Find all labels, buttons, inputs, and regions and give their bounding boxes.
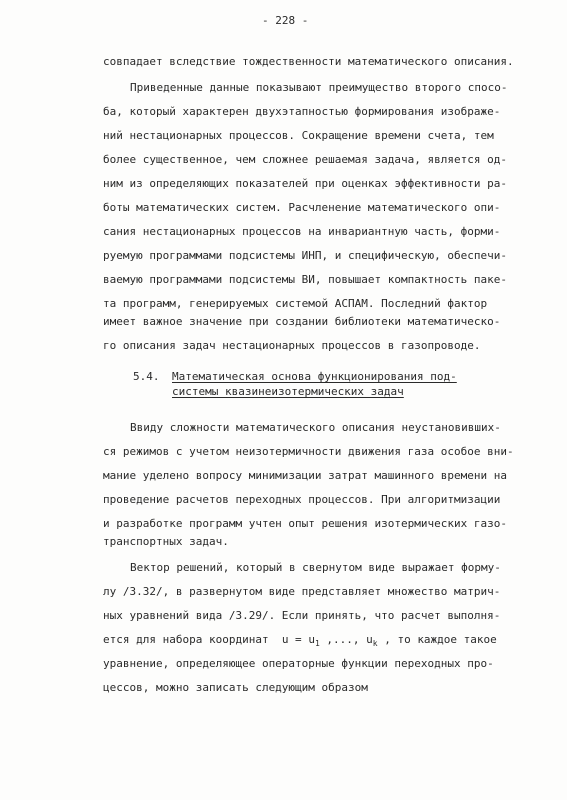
formula-subscript-k: k [372, 639, 378, 649]
text-line: совпадает вследствие тождественности математического описания. [103, 55, 514, 68]
text-line: проведение расчетов переходных процессов. При алгоритмизации [103, 493, 501, 506]
formula-subscript-1: 1 [314, 639, 320, 649]
text-fragment: , то каждое такое [377, 633, 497, 646]
text-line: уравнение, определяющее операторные функции переходных про- [103, 657, 494, 670]
section-title-line-2: системы квазинеизотермических задач [172, 385, 404, 398]
formula-uk: u [366, 633, 373, 646]
text-line: руемую программами подсистемы ИНП, и специфическую, обеспечи- [103, 249, 507, 262]
text-line: го описания задач нестационарных процессов в газопроводе. [103, 339, 481, 352]
text-line: сания нестационарных процессов на инвариантную часть, форми- [103, 225, 501, 238]
text-line: ба, который характерен двухэтапностью формирования изображе- [103, 105, 501, 118]
text-line: транспортных задач. [103, 535, 229, 548]
formula-u1: u [308, 633, 315, 646]
text-line: ваемую программами подсистемы ВИ, повышает компактность паке- [103, 273, 507, 286]
text-line: цессов, можно записать следующим образом [103, 681, 368, 694]
text-line: ся режимов с учетом неизотермичности движения газа особое вни- [103, 445, 514, 458]
formula-dots: ,..., [319, 633, 367, 646]
text-fragment: ется для набора координат [103, 633, 282, 646]
page-number: - 228 - [262, 14, 309, 27]
text-line: имеет важное значение при создании библиотеки математическо- [103, 315, 501, 328]
text-line: Вектор решений, который в свернутом виде выражает форму- [130, 561, 501, 574]
text-line: ний нестационарных процессов. Сокращение времени счета, тем [103, 129, 494, 142]
text-line: и разработке программ учтен опыт решения изотермических газо- [103, 517, 507, 530]
section-title-line-1: Математическая основа функционирования под- [172, 370, 457, 383]
text-line-with-formula [103, 633, 497, 649]
text-line: Приведенные данные показывают преимущество второго спосо- [130, 81, 508, 94]
section-number: 5.4. [133, 370, 160, 383]
formula-equals: = [288, 633, 309, 646]
text-line: та программ, генерируемых системой АСПАМ. Последний фактор [103, 297, 488, 310]
formula-u: u [281, 633, 289, 646]
text-line: ных уравнений вида /3.29/. Если принять, что расчет выполня- [103, 609, 501, 622]
text-line: мание уделено вопросу минимизации затрат машинного времени на [103, 469, 507, 482]
text-line: боты математических систем. Расчленение математического опи- [103, 201, 501, 214]
text-line: Ввиду сложности математического описания неустановивших- [130, 421, 501, 434]
text-line: ним из определяющих показателей при оценках эффективности ра- [103, 177, 507, 190]
text-line: лу /3.32/, в развернутом виде представляет множество матрич- [103, 585, 501, 598]
text-line: более существенное, чем сложнее решаемая задача, является од- [103, 153, 507, 166]
